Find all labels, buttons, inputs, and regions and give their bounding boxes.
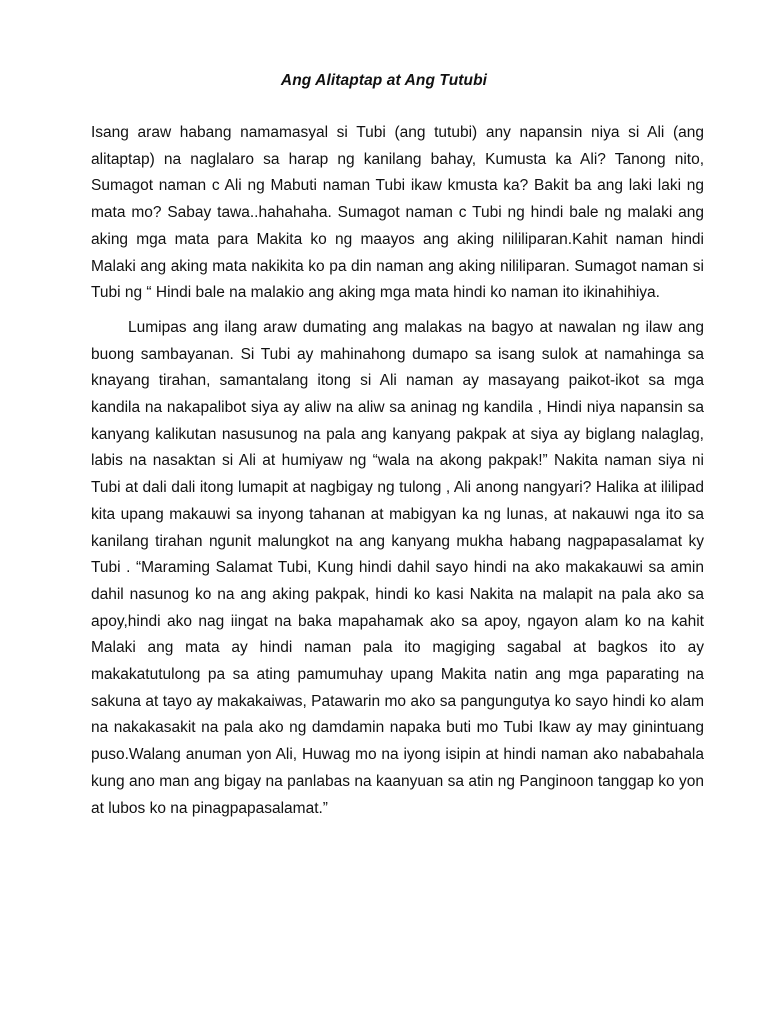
document-title: Ang Alitaptap at Ang Tutubi (280, 72, 488, 89)
paragraph: Lumipas ang ilang araw dumating ang malakas na bagyo at nawalan ng ilaw ang buong sambayanan. Si Tubi ay mahinahong dumapo sa isang sulok at namahinga sa knayang tirahan, samantalang itong si Ali naman ay masayang paikot-ikot sa mga kandila na nakapalibot siya ay aliw na aliw sa aninag ng kandila , Hindi niya napansin sa kanyang kalikutan nasusunog na pala ang kanyang pakpak at siya ay biglang nalaglag, labis na nasaktan si Ali at humiyaw ng “wala na akong pakpak!” Nakita naman siya ni Tubi at dali dali itong lumapit at nagbigay ng tulong , Ali anong nangyari? Halika at ililipad kita upang makauwi sa inyong tahanan at mabigyan ka ng lunas, at nakauwi nga ito sa kanilang tirahan ngunit malungkot na ang kanyang mukha habang nagpapasalamat ky Tubi . “Maraming Salamat Tubi, Kung hindi dahil sayo hindi na ako makakauwi sa amin dahil nasunog ko na ang aking pakpak, hindi ko kasi Nakita na malapit na pala ako sa apoy,hindi ako nag iingat na baka mapahamak ako sa apoy, ngayon alam ko na kahit Malaki ang mata ay hindi naman pala ito magiging sagabal at bagkos ito ay makakatutulong pa sa ating pamumuhay upang Makita natin ang mga paparating na sakuna at tayo ay makakaiwas, Patawarin mo ako sa pangungutya ko sayo hindi ko alam na nakakasakit na pala ako ng damdamin napaka buti mo Tubi Ikaw ay may ginintuang puso.Walang anuman yon Ali, Huwag mo na iyong isipin at hindi naman ako nababahala kung ano man ang bigay na panlabas na kaanyuan sa atin ng Panginoon tanggap ko yon at lubos ko na pinagpapasalamat.” (91, 318, 704, 817)
document-body (91, 120, 704, 830)
paragraph: Isang araw habang namamasyal si Tubi (ang tutubi) any napansin niya si Ali (ang alitaptap) na naglalaro sa harap ng kanilang bahay, Kumusta ka Ali? Tanong nito, Sumagot naman c Ali ng Mabuti naman Tubi ikaw kmusta ka? Bakit ba ang laki laki ng mata mo? Sabay tawa..hahahaha. Sumagot naman c Tubi ng hindi bale ng malaki ang aking mga mata para Makita ko ng maayos ang aking nililiparan.Kahit naman hindi Malaki ang aking mata nakikita ko pa din naman ang aking nililiparan. Sumagot naman si Tubi ng “ Hindi bale na malakio ang aking mga mata hindi ko naman ito ikinahihiya. (91, 124, 704, 302)
